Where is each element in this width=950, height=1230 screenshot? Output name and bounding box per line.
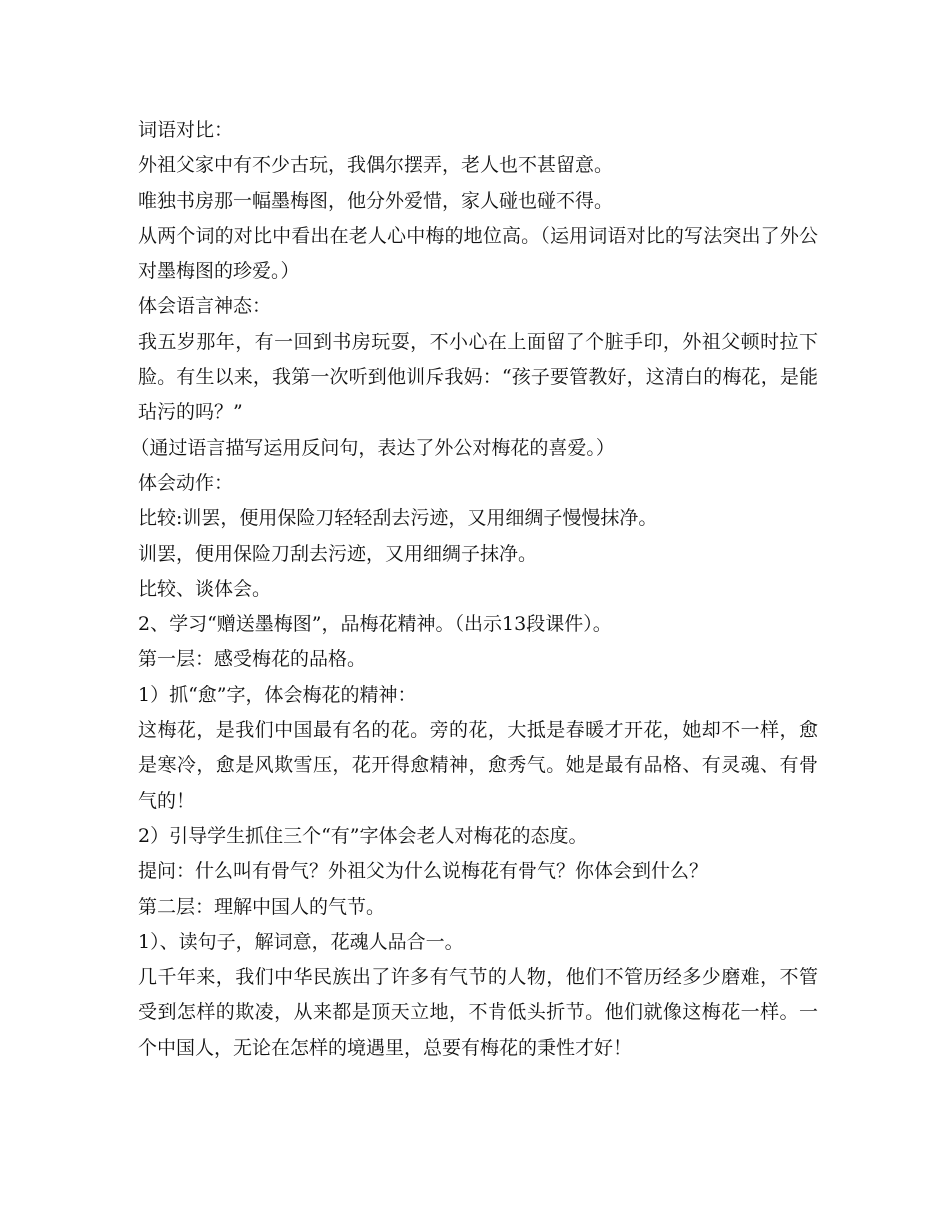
paragraph-note: （通过语言描写运用反问句，表达了外公对梅花的喜爱。） <box>130 436 615 459</box>
paragraph-heading-layer-one: 第一层：感受梅花的品格。 <box>138 648 367 671</box>
paragraph: 训罢，便用保险刀刮去污迹，又用细绸子抹净。 <box>138 542 538 565</box>
paragraph: 比较:训罢，便用保险刀轻轻刮去污迹，又用细绸子慢慢抹净。 <box>138 507 658 530</box>
paragraph: 唯独书房那一幅墨梅图，他分外爱惜，家人碰也碰不得。 <box>138 189 614 212</box>
paragraph: 1）、读句子，解词意，花魂人品合一。 <box>138 930 464 953</box>
paragraph-heading-word-contrast: 词语对比： <box>138 119 234 141</box>
paragraph-heading-language: 体会语言神态： <box>138 295 272 318</box>
paragraph: 1）抓“愈”字，体会梅花的精神： <box>138 683 417 706</box>
paragraph: 外祖父家中有不少古玩，我偶尔摆弄，老人也不甚留意。 <box>138 154 614 177</box>
paragraph-section: 2、学习“赠送墨梅图”，品梅花精神。（出示13段课件）。 <box>138 613 612 636</box>
paragraph-question: 提问：什么叫有骨气？外祖父为什么说梅花有骨气？你体会到什么？ <box>138 860 709 883</box>
paragraph: 比较、谈体会。 <box>138 577 272 600</box>
paragraph: 从两个词的对比中看出在老人心中梅的地位高。（运用词语对比的写法突出了外公对墨梅图的珍爱。） <box>138 224 818 283</box>
paragraph: 我五岁那年，有一回到书房玩耍，不小心在上面留了个脏手印，外祖父顿时拉下脸。有生以来，我第一次听到他训斥我妈：“孩子要管教好，这清白的梅花，是能玷污的吗？” <box>138 330 818 424</box>
paragraph: 几千年来，我们中华民族出了许多有气节的人物，他们不管历经多少磨难，不管受到怎样的欺凌，从来都是顶天立地，不肯低头折节。他们就像这梅花一样。一个中国人，无论在怎样的境遇里，总要有梅花的秉性才好！ <box>138 966 818 1059</box>
paragraph: 2）引导学生抓住三个“有”字体会老人对梅花的态度。 <box>138 824 588 847</box>
paragraph-heading-layer-two: 第二层：理解中国人的气节。 <box>138 895 386 918</box>
document-body <box>130 113 818 1066</box>
paragraph-heading-action: 体会动作： <box>138 471 234 494</box>
paragraph: 这梅花，是我们中国最有名的花。旁的花，大抵是春暖才开花，她却不一样，愈是寒冷，愈是风欺雪压，花开得愈精神，愈秀气。她是最有品格、有灵魂、有骨气的！ <box>138 719 818 812</box>
